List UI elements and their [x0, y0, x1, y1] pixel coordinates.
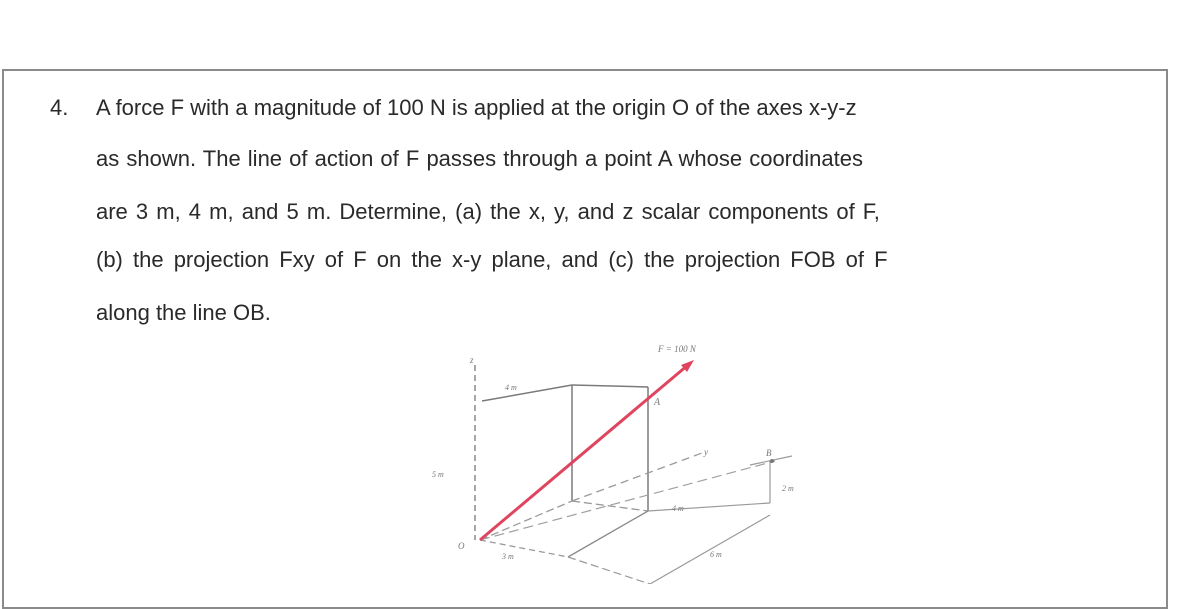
y-axis — [572, 453, 702, 501]
dim-2m: 2 m — [782, 484, 794, 493]
y-axis-label: y — [704, 447, 708, 457]
force-label: F = 100 N — [658, 344, 696, 354]
origin-label: O — [458, 541, 465, 551]
problem-text-line-5: along the line OB. — [96, 300, 271, 325]
floor-edge-1 — [480, 501, 572, 540]
b-bracket-horizontal — [648, 503, 770, 511]
box-top-right-edge — [572, 385, 648, 387]
dim-4m-floor: 4 m — [672, 504, 684, 513]
problem-number: 4. — [50, 95, 69, 120]
dim-6m: 6 m — [710, 550, 722, 559]
dim-3m: 3 m — [502, 552, 514, 561]
problem-text-line-4: (b) the projection Fxy of F on the x-y plane, and (c) the projection FOB of F — [96, 247, 888, 272]
z-axis-label: z — [470, 355, 474, 365]
floor-edge-3 — [480, 540, 568, 557]
problem-text-line-1: A force F with a magnitude of 100 N is applied at the origin O of the axes x-y-z — [96, 95, 857, 120]
floor-edge-2 — [572, 501, 648, 511]
floor-edge-4 — [568, 511, 648, 557]
line-ob — [480, 461, 775, 540]
point-a-label: A — [654, 397, 661, 408]
dim-5m: 5 m — [432, 470, 444, 479]
problem-text-line-3: are 3 m, 4 m, and 5 m. Determine, (a) the x, y, and z scalar components of F, — [96, 199, 880, 224]
force-diagram — [420, 335, 840, 584]
problem-text-line-2: as shown. The line of action of F passes through a point A whose coordinates — [96, 146, 863, 171]
point-b-marker — [770, 459, 774, 463]
floor-projection-1 — [568, 557, 650, 584]
dim-4m-top: 4 m — [505, 383, 517, 392]
point-b-label: B — [766, 448, 772, 458]
box-top-left-edge — [482, 385, 572, 401]
